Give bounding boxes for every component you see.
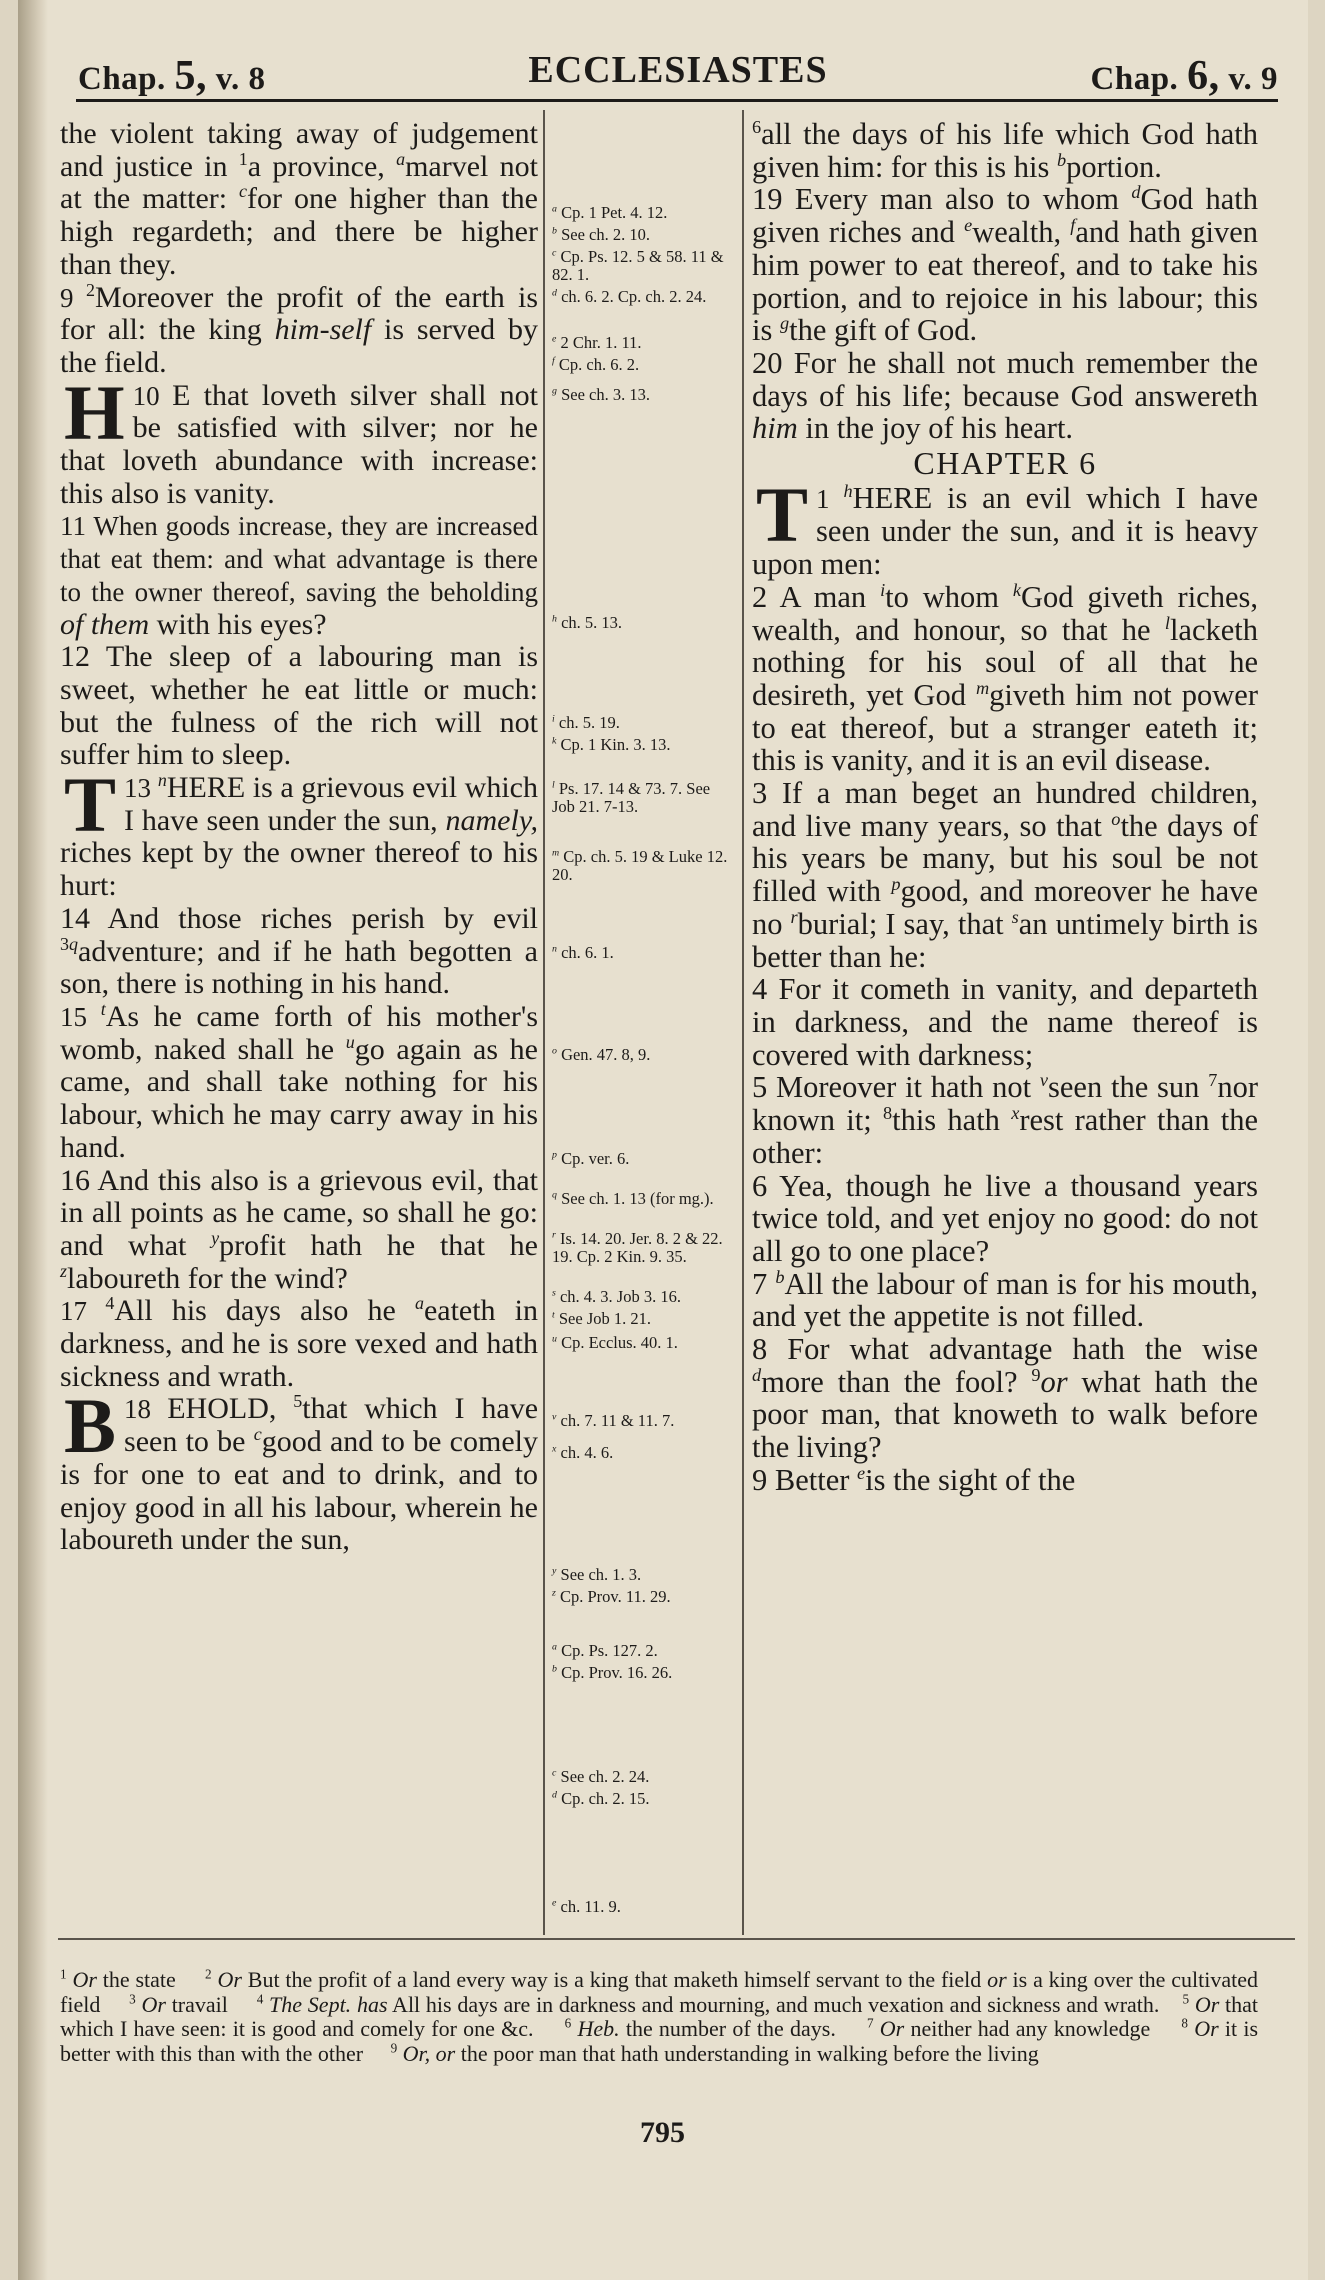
verse-18-continued: $^6$all the days of his life which God hath given him: for this is his $^b$portion. <box>752 116 1258 184</box>
footnote-7: $^7$ Or neither had any knowledge <box>866 2015 1151 2041</box>
footnote-5: $^5$ Or that which I have seen: it is good and comely for one &c. <box>60 1991 1259 2041</box>
header-right-chapter-verse <box>1091 52 1278 100</box>
running-header <box>78 46 1278 99</box>
cross-reference: $^i$ ch. 5. 19. <box>552 713 620 732</box>
cross-reference: $^e$ 2 Chr. 1. 11. <box>552 333 642 352</box>
verse-11: 11 When goods increase, they are increased that eat them: and what advantage is there to the owner thereof, saving the beholding of them with his eyes? <box>60 511 538 641</box>
cross-reference: $^p$ Cp. ver. 6. <box>552 1149 630 1168</box>
cross-reference: $^v$ ch. 7. 11 & 11. 7. <box>552 1411 675 1430</box>
cross-reference: $^l$ Ps. 17. 14 & 73. 7. See Job 21. 7-13. <box>552 779 711 816</box>
verse-16: 16 And this also is a grievous evil, that in all points as he came, so shall he go: and what $^y$profit hath he that he $^z$laboureth for the wind? <box>60 1163 539 1295</box>
cross-reference: $^b$ See ch. 2. 10. <box>552 225 650 244</box>
cross-reference: $^h$ ch. 5. 13. <box>552 613 623 632</box>
footnote-1: $^1$ Or the state <box>60 1966 176 1992</box>
cross-reference: $^g$ See ch. 3. 13. <box>552 385 650 404</box>
verse-18: 18 B EHOLD, $^5$that which I have seen to be $^c$good and to be comely is for one to eat and to drink, and to enjoy good in all his labour, wherein he laboureth under the sun, <box>60 1382 539 1557</box>
cross-reference: $^o$ Gen. 47. 8, 9. <box>552 1045 651 1064</box>
cross-reference: $^b$ Cp. Prov. 16. 26. <box>552 1663 673 1682</box>
verse-14: 14 And those riches perish by evil $^{3q}$adventure; and if he hath begotten a son, there is nothing in his hand. <box>60 901 538 1001</box>
cross-reference: $^z$ Cp. Prov. 11. 29. <box>552 1587 671 1606</box>
column-divider-right <box>742 110 744 1935</box>
cross-reference: $^q$ See ch. 1. 13 (for mg.). <box>552 1189 714 1208</box>
drop-cap-h: H <box>64 368 125 456</box>
footnote-2: $^2$ Or But the profit of a land every way is a king that maketh himself servant to the field or is a king over the cultivated field <box>60 1966 1259 2017</box>
cross-reference: $^c$ See ch. 2. 24. <box>552 1767 650 1786</box>
footnote-8: $^8$ Or it is better with this than with the other <box>60 2015 1259 2066</box>
footnotes <box>60 1968 1258 2066</box>
book-title: ECCLESIASTES <box>528 49 828 91</box>
cross-reference: $^k$ Cp. 1 Kin. 3. 13. <box>552 735 671 754</box>
header-left-prefix: Chap. <box>78 61 166 97</box>
cross-reference: $^d$ ch. 6. 2. Cp. ch. 2. 24. <box>552 287 707 306</box>
verse-5: 5 Moreover it hath not $^v$seen the sun $^7$nor known it; $^8$this hath $^x$rest rather than the other: <box>752 1070 1258 1170</box>
drop-cap-t: T <box>64 761 117 849</box>
drop-cap-t: T <box>756 470 809 558</box>
book-gutter <box>18 0 48 2280</box>
cross-reference: $^a$ Cp. 1 Pet. 4. 12. <box>552 203 668 222</box>
verse-7: 7 $^b$All the labour of man is for his mouth, and yet the appetite is not filled. <box>752 1266 1258 1334</box>
verse-12: 12 The sleep of a labouring man is sweet, whether he eat little or much: but the fulness of the rich will not suffer him to sleep. <box>60 640 538 772</box>
page-number: 795 <box>640 2116 685 2149</box>
footnote-6: $^6$ Heb. the number of the days. <box>564 2015 836 2041</box>
header-right-chapter: 6, <box>1187 53 1220 99</box>
chapter-heading: CHAPTER 6 <box>913 445 1097 482</box>
verse-2: 2 A man $^i$to whom $^k$God giveth riches, wealth, and honour, so that he $^l$lacketh nothing for his soul of all that he desireth, yet God $^m$giveth him not power to eat thereof, but a stranger eateth it; this is vanity, and it is an evil disease. <box>752 579 1258 778</box>
verse-4: 4 For it cometh in vanity, and departeth in darkness, and the name thereof is covered with darkness; <box>752 972 1258 1072</box>
cross-reference: $^y$ See ch. 1. 3. <box>552 1565 642 1584</box>
cross-reference: $^c$ Cp. Ps. 12. 5 & 58. 11 & 82. 1. <box>552 247 724 284</box>
cross-reference: $^e$ ch. 11. 9. <box>552 1897 621 1916</box>
cross-reference: $^f$ Cp. ch. 6. 2. <box>552 355 640 374</box>
verse-19: 19 Every man also to whom $^d$God hath given riches and $^e$wealth, $^f$and hath given him power to eat thereof, and to take his portion, and to rejoice in his labour; this is $^g$the gift of God. <box>752 182 1258 348</box>
verse-1: 1 $^h$ T HERE is an evil which I have seen under the sun, and it is heavy upon men: <box>752 470 1259 582</box>
header-right-prefix: Chap. <box>1090 61 1179 97</box>
header-right-verse: v. 9 <box>1228 61 1278 97</box>
footnote-9: $^9$ Or, or the poor man that hath understanding in walking before the living <box>390 2040 1039 2066</box>
left-text-column <box>60 118 538 1557</box>
drop-cap-b: B <box>64 1382 117 1470</box>
verse-6: 6 Yea, though he live a thousand years twice told, and yet enjoy no good: do not all go to one place? <box>752 1168 1258 1268</box>
footnote-3: $^3$ Or travail <box>129 1991 228 2017</box>
verse-15: 15 $^t$As he came forth of his mother's womb, naked shall he $^u$go again as he came, and shall take nothing for his labour, which he may carry away in his hand. <box>60 998 539 1164</box>
column-divider-left <box>543 110 545 1935</box>
verse-8: 8 For what advantage hath the wise $^d$more than the fool? $^9$or what hath the poor man, that knoweth to walk before the living? <box>752 1332 1259 1465</box>
cross-reference: $^t$ See Job 1. 21. <box>552 1309 651 1328</box>
header-rule <box>76 99 1278 102</box>
verse-3: 3 If a man beget an hundred children, and live many years, so that $^o$the days of his years be many, but his soul be not filled with $^p$good, and moreover he have no $^r$burial; I say, that $^s$an untimely birth is better than he: <box>752 776 1259 974</box>
cross-reference: $^n$ ch. 6. 1. <box>552 943 614 962</box>
cross-reference: $^u$ Cp. Ecclus. 40. 1. <box>552 1333 678 1352</box>
cross-reference: $^s$ ch. 4. 3. Job 3. 16. <box>552 1287 681 1306</box>
footnote-4: $^4$ The Sept. has All his days are in darkness and mourning, and much vexation and sickness and wrath. <box>256 1991 1160 2017</box>
verse-20: 20 For he shall not much remember the days of his life; because God answereth him in the joy of his heart. <box>752 345 1258 446</box>
cross-reference: $^m$ Cp. ch. 5. 19 & Luke 12. 20. <box>552 847 728 884</box>
cross-reference: $^r$ Is. 14. 20. Jer. 8. 2 & 22. 19. Cp. 2 Kin. 9. 35. <box>552 1229 723 1266</box>
verse-8-continued: the violent taking away of judgement and justice in $^1$a province, $^a$marvel not at the matter: $^c$for one higher than the high regardeth; and there be higher than they. <box>60 117 538 281</box>
verse-9: 9 $^2$Moreover the profit of the earth is for all: the king him-self is served by the field. <box>60 279 538 379</box>
verse-9: 9 Better $^e$is the sight of the <box>752 1462 1076 1497</box>
header-left-chapter: 5, <box>174 53 208 99</box>
footnote-rule <box>58 1938 1295 1940</box>
cross-reference: $^x$ ch. 4. 6. <box>552 1443 614 1462</box>
header-left-verse: v. 8 <box>215 61 266 97</box>
verse-17: 17 $^4$All his days also he $^a$eateth in darkness, and he is sore vexed and hath sickness and wrath. <box>60 1293 539 1393</box>
cross-reference: $^a$ Cp. Ps. 127. 2. <box>552 1641 658 1660</box>
verse-13: 13 $^n$ T HERE is a grievous evil which I have seen under the sun, namely, riches kept by the owner thereof to his hurt: <box>60 761 538 903</box>
right-text-column <box>752 118 1258 1497</box>
verse-10: 10 H E that loveth silver shall not be satisfied with silver; nor he that loveth abundance with increase: this also is vanity. <box>60 368 538 510</box>
cross-reference: $^d$ Cp. ch. 2. 15. <box>552 1789 650 1808</box>
